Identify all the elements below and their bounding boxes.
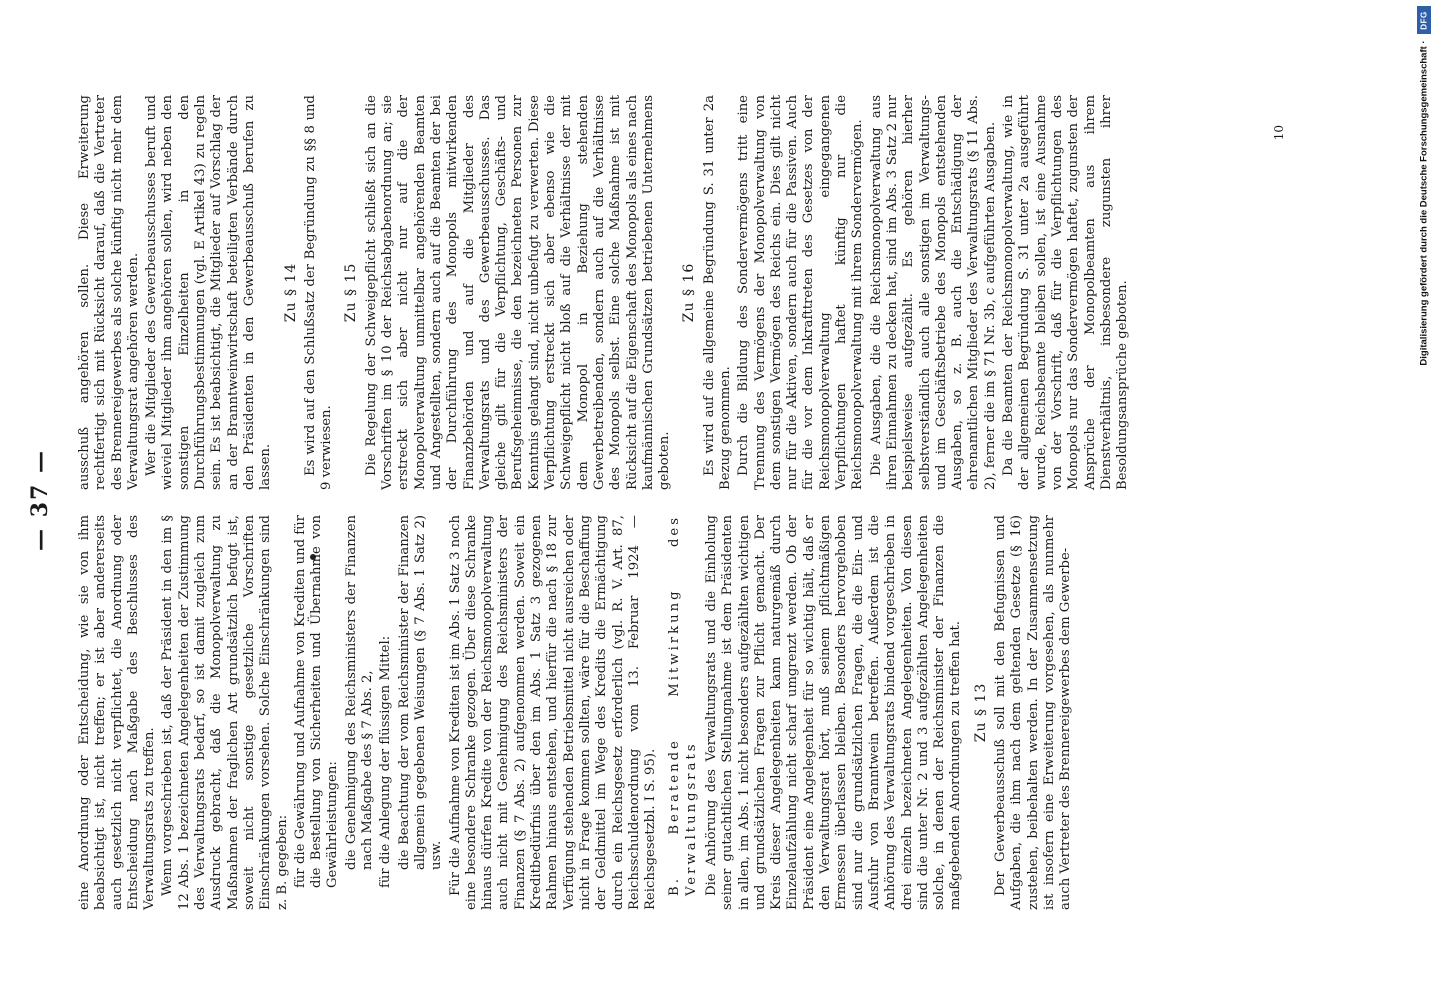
dfg-logo <box>1417 6 1431 34</box>
section-heading: Zu § 13 <box>972 682 989 743</box>
paragraph: Der Gewerbeausschuß soll mit den Befugnissen und Aufgaben, die ihm nach dem geltenden Gesetze (§ 16) zustehen, beibehalten werden. In der Zusammensetzung ist insofern eine Erweiterung vorgesehen, als nunmehr auch Vertreter des Brennereigewerbes dem Gewerbe- <box>993 515 1074 910</box>
right-column <box>77 95 1133 490</box>
paragraph: Wer die Mitglieder des Gewerbeausschusses beruft und wieviel Mitglieder ihm angehören sollen, wird neben den sonstigen Einzelheiten in den Durchführungsbestimmungen (vgl. E Artikel 43) zu regeln sein. Es ist beabsichtigt, die Mitglieder auf Vorschlag der an der Branntweinwirtschaft beteiligten Verbände durch den Präsidenten in den Gewerbeausschuß berufen zu lassen. <box>144 95 274 490</box>
paragraph: Die Ausgaben, die die Reichsmonopolverwaltung aus ihren Einnahmen zu decken hat, sind im Abs. 3 Satz 2 nur beispielsweise aufgezählt. Es gehören hierher selbstverständlich auch alle sonstigen im Verwaltungs- und im Geschäftsbetriebe des Monopols entstehenden Ausgaben, so z. B. auch die Entschädigung der ehrenamtlichen Mitglieder des Verwaltungsrats (§ 11 Abs. 2), ferner die im § 71 Nr. 3b, c aufgeführten Ausgaben. <box>868 95 998 490</box>
paragraph: Es wird auf den Schlußsatz der Begründung zu §§ 8 und 9 verwiesen. <box>302 95 335 490</box>
paragraph: ausschuß angehören sollen. Diese Erweiterung rechtfertigt sich mit Rücksicht darauf, daß die Vertreter des Brennereigewerbes als solche künftig nicht mehr dem Verwaltungsrat angehören werden. <box>77 95 141 490</box>
paragraph: Wenn vorgeschrieben ist, daß der Präsident in den im § 12 Abs. 1 bezeichneten Angelegenheiten der Zustimmung des Verwaltungsrats bedarf, so ist damit zugleich zum Ausdruck gebracht, daß die Monopolverwaltung zu Maßnahmen der fraglichen Art grundsätzlich befugt ist, soweit nicht sonstige gesetzliche Vorschriften Einschränkungen vorsehen. Solche Einschränkungen sind z. B. gegeben: <box>160 515 290 910</box>
paragraph: für die Anlegung der flüssigen Mittel: <box>378 635 394 888</box>
page-header: — 37 — <box>27 449 53 551</box>
digitization-credit: Digitalisierung gefördert durch die Deutsche Forschungsgemeinschaft · <box>1418 40 1430 366</box>
page-footer-number: 10 <box>1272 125 1286 141</box>
section-heading: Zu § 14 <box>282 262 299 323</box>
document-page <box>27 90 1327 910</box>
paragraph: Durch die Bildung des Sondervermögens tritt eine Trennung des Vermögens der Monopolverwaltung von dem sonstigen Vermögen des Reichs ein. Dies gilt nicht nur für die Aktiven, sondern auch für die Passiven. Auch für die vor dem Inkrafttreten des Gesetzes von der Reichsmonopolverwaltung eingegangenen Verpflichtungen haftet künftig nur die Reichsmonopolverwaltung mit ihrem Sondervermögen. <box>736 95 866 490</box>
section-heading: B. Beratende Mitwirkung des Verwaltungsrats <box>667 515 699 896</box>
paragraph: Für die Aufnahme von Krediten ist im Abs. 1 Satz 3 noch eine besondere Schranke gezogen. Über diese Schranke hinaus dürfen Kredite von der Reichsmonopolverwaltung auch nicht mit Genehmigung des Reichsministers der Finanzen (§ 7 Abs. 2) aufgenommen werden. Soweit ein Kreditbedürfnis über den im Abs. 1 Satz 3 gezogenen Rahmen hinaus entstehen, und hierfür die nach § 18 zur Verfügung stehenden Betriebsmittel nicht ausreichen oder nicht in Frage kommen sollten, wäre für die Beschaffung der Geldmittel im Wege des Kredits die Ermächtigung durch ein Reichsgesetz erforderlich (vgl. R. V. Art. 87, Reichsschuldenordnung vom 13. Februar 1924 — Reichsgesetzbl. I S. 95). <box>447 515 659 910</box>
paragraph: die Beachtung der vom Reichsminister der Finanzen allgemein gegebenen Weisungen (§ 7 Abs. 1 Satz 2) usw. <box>396 515 445 870</box>
paragraph: eine Anordnung oder Entscheidung, wie sie von ihm beabsichtigt ist, nicht treffen; er ist aber andererseits auch gesetzlich nicht verpflichtet, die Anordnung oder Entscheidung nach Maßgabe des Beschlusses des Verwaltungsrats zu treffen. <box>77 515 158 910</box>
paragraph: Da die Beamten der Reichsmonopolverwaltung, wie in der allgemeinen Begründung S. 31 unter 2a ausgeführt wurde, Reichsbeamte bleiben sollen, ist eine Ausnahme von der Vorschrift, daß für die Verpflichtungen des Monopols nur das Sondervermögen haftet, zugunsten der Ansprüche der Monopolbeamten aus ihrem Dienstverhältnis, insbesondere zugunsten ihrer Besoldungsansprüche geboten. <box>1001 95 1131 490</box>
left-column <box>77 515 1077 910</box>
section-heading: Zu § 16 <box>681 262 698 323</box>
section-heading: Zu § 15 <box>343 262 360 323</box>
paragraph: für die Gewährung und Aufnahme von Krediten und für die Bestellung von Sicherheiten und Übernahme von Gewährleistungen: <box>292 515 341 888</box>
paragraph: Es wird auf die allgemeine Begründung S. 31 unter 2a Bezug genommen. <box>701 95 733 490</box>
digitization-margin-note <box>1416 8 1432 398</box>
paragraph: Die Regelung der Schweigepflicht schließt sich an die Vorschriften im § 10 der Reichsabgabenordnung an; sie erstreckt sich aber nicht nur auf die der Monopolverwaltung unmittelbar angehörenden Beamten und Angestellten, sondern auch auf die Beamten der bei der Durchführung des Monopols mitwirkenden Finanzbehörden und auf die Mitglieder des Verwaltungsrats und des Gewerbeausschusses. Das gleiche gilt für die Verpflichtung, Geschäfts- und Berufsgeheimnisse, die den bezeichneten Personen zur Kenntnis gelangt sind, nicht unbefugt zu verwerten. Diese Verpflichtung erstreckt sich aber ebenso wie die Schweigepflicht nicht bloß auf die Verhältnisse der mit dem Monopol in Beziehung stehenden Gewerbetreibenden, sondern auch auf die Verhältnisse des Monopols selbst. Eine solche Maßnahme ist mit Rücksicht auf die Eigenschaft des Monopols als eines nach kaufmännischen Grundsätzen betriebenen Unternehmens geboten. <box>363 95 673 490</box>
dfg-logo-text: DFG <box>1419 10 1429 30</box>
paragraph: Die Anhörung des Verwaltungsrats und die Einholung seiner gutachtlichen Stellungnahme ist dem Präsidenten in allen, im Abs. 1 nicht besonders aufgezählten wichtigen und grundsätzlichen Fragen zur Pflicht gemacht. Der Kreis dieser Angelegenheiten kann naturgemäß durch Einzelaufzählung nicht scharf umgrenzt werden. Ob der Präsident eine Angelegenheit für so wichtig hält, daß er den Verwaltungsrat hört, muß seinem pflichtmäßigen Ermessen überlassen bleiben. Besonders hervorgehoben sind nur die grundsätzlichen Fragen, die die Ein- und Ausfuhr von Branntwein betreffen. Außerdem ist die Anhörung des Verwaltungsrats bindend vorgeschrieben in drei einzeln bezeichneten Angelegenheiten. Von diesen sind die unter Nr. 2 und 3 aufgezählten Angelegenheiten solche, in denen der Reichsminister der Finanzen die maßgebenden Anordnungen zu treffen hat. <box>703 515 964 910</box>
paragraph: die Genehmigung des Reichsministers der Finanzen nach Maßgabe des § 7 Abs. 2, <box>343 515 376 870</box>
